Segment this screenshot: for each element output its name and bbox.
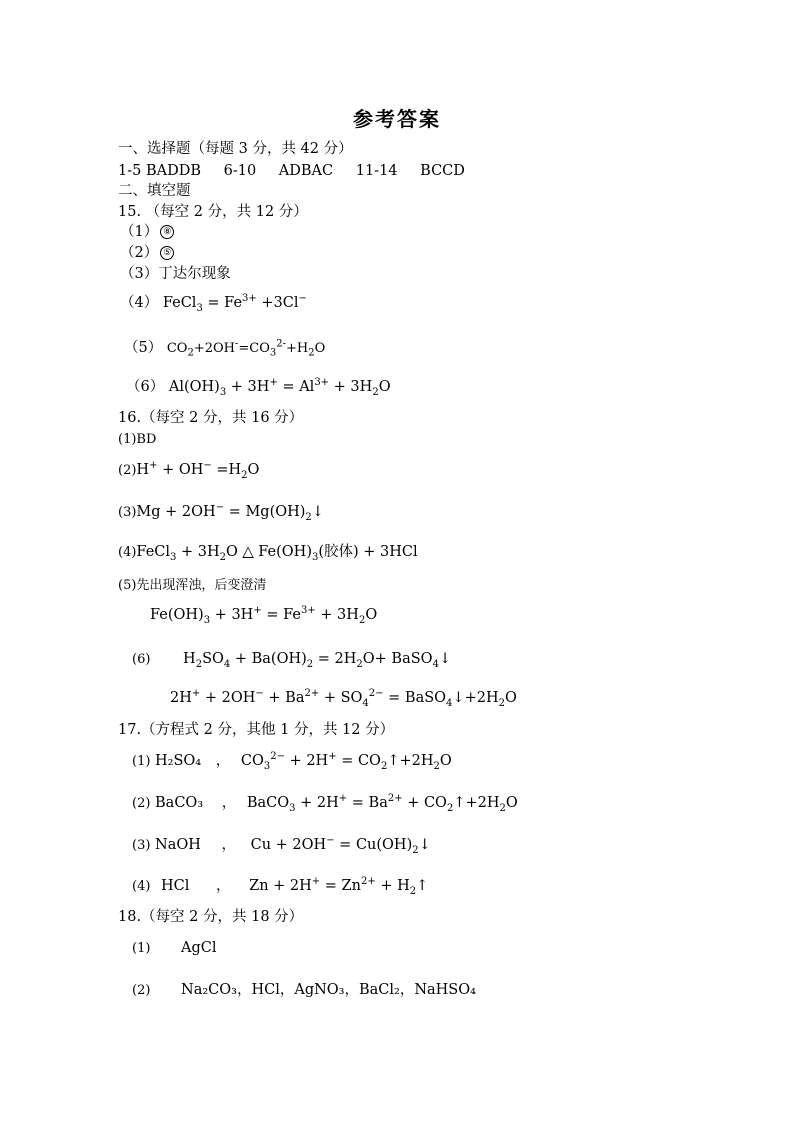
q16-header: 16.（每空 2 分，共 16 分） bbox=[118, 410, 304, 426]
q15-part4: （4） FeCl$_3$ = $Fe^{3+} +3Cl^-$ bbox=[120, 293, 307, 314]
q15-header: 15. （每空 2 分，共 12 分） bbox=[118, 204, 308, 220]
q16-part4-equation: FeCl$_3$ + $3H_2O$ △ $Fe(OH)_3$(胶体) + 3HCl bbox=[136, 544, 418, 563]
section-fill-header: 二、填空题 bbox=[118, 183, 191, 199]
q16-part5: (5)先出现浑浊，后变澄清 bbox=[118, 578, 267, 593]
q15-part5: （5） $CO_2+2OH^-=CO_3^{2-}+H_2O$ bbox=[124, 338, 326, 359]
q15-part2: （2） ⑤ bbox=[120, 244, 174, 262]
answer-11-14: BCCD bbox=[420, 163, 465, 179]
answer-11-14-label: 11-14 bbox=[355, 163, 398, 179]
section-choice-header: 一、选择题（每题 3 分，共 42 分） bbox=[118, 141, 353, 157]
q16-part4: (4)FeCl$_3$ + $3H_2O$ △ $Fe(OH)_3$(胶体) + 3HCl bbox=[118, 544, 418, 563]
q15-part2-answer: ⑤ bbox=[160, 246, 174, 260]
q16-part6-equation-1: $H_2SO_4 + Ba(OH)_2 = 2H_2O+$ BaSO$_4$↓ bbox=[183, 651, 452, 670]
q16-part2-equation: $H^+ + OH^- =H_2O$ bbox=[136, 460, 260, 481]
q15-part6: （6） $Al(OH)_3 + 3H^+ = Al^{3+} + 3H_2O$ bbox=[126, 377, 391, 398]
q17-part4: (4) HCl ， $Zn + 2H^+ = Zn^{2+}$ + $H_2↑$ bbox=[132, 876, 429, 897]
q17-part2: (2) BaCO₃ ， BaCO$_3$ + $2H^+ = Ba^{2+}$ + $CO_2↑+2H_2O$ bbox=[132, 793, 518, 814]
q16-part5-equation: $Fe(OH)_3 + 3H^+ = Fe^{3+} + 3H_2O$ bbox=[150, 605, 378, 626]
q17-part4-answer: HCl bbox=[161, 878, 190, 894]
q15-part5-equation: $CO_2+2OH^-=CO_3^{2-}+H_2O$ bbox=[166, 338, 326, 359]
answer-1-5: 1-5 BADDB bbox=[118, 163, 201, 179]
q18-header: 18.（每空 2 分，共 18 分） bbox=[118, 909, 304, 925]
q15-part6-equation: $Al(OH)_3 + 3H^+ = Al^{3+} + 3H_2O$ bbox=[168, 377, 391, 398]
q16-part2: $(2)H^+ + OH^- =H_2O$ bbox=[118, 460, 260, 481]
q15-part4-equation: FeCl$_3$ = $Fe^{3+} +3Cl^-$ bbox=[162, 293, 307, 314]
q16-part3: $(3)Mg + 2OH^- = Mg(OH)_2↓$ bbox=[118, 502, 324, 523]
q17-part1: (1) H₂SO₄ ， $CO_3^{2-} + 2H^+$ = $CO_2↑+2H_2O$ bbox=[132, 751, 452, 772]
q17-part4-equation: $Zn + 2H^+ = Zn^{2+}$ + $H_2↑$ bbox=[249, 876, 429, 897]
q15-part1: （1） ⑧ bbox=[120, 223, 174, 241]
answer-6-10-label: 6-10 bbox=[223, 163, 257, 179]
q16-part1: (1)BD bbox=[118, 432, 157, 447]
choice-answers bbox=[118, 162, 465, 180]
q17-part3-equation: $Cu + 2OH^- = Cu(OH)_2↓$ bbox=[250, 835, 431, 856]
q17-part1-answer: H₂SO₄ bbox=[155, 753, 202, 769]
q16-part6: (6) $H_2SO_4 + Ba(OH)_2 = 2H_2O+$ BaSO$_4$↓ bbox=[132, 651, 452, 670]
q17-part3-answer: NaOH bbox=[155, 837, 201, 853]
q17-header: 17.（方程式 2 分，其他 1 分，共 12 分） bbox=[118, 722, 395, 738]
q18-part2-answer: Na₂CO₃，HCl，AgNO₃，BaCl₂，NaHSO₄ bbox=[181, 982, 476, 998]
q17-part3: (3) NaOH ， $Cu + 2OH^- = Cu(OH)_2↓$ bbox=[132, 835, 431, 856]
q17-part2-answer: BaCO₃ bbox=[155, 795, 204, 811]
q16-part3-equation: $Mg + 2OH^- = Mg(OH)_2↓$ bbox=[136, 502, 324, 523]
q18-part1-answer: AgCl bbox=[181, 940, 217, 956]
q17-part2-equation: BaCO$_3$ + $2H^+ = Ba^{2+}$ + $CO_2↑+2H_2O$ bbox=[246, 793, 518, 814]
q15-part3: （3）丁达尔现象 bbox=[120, 266, 231, 282]
q16-part6-equation-2: $2H^+ + 2OH^- + Ba^{2+} + SO_4^{2-}$ = $BaSO_4↓+2H_2O$ bbox=[170, 688, 517, 709]
q15-part1-answer: ⑧ bbox=[160, 225, 174, 239]
q17-part1-equation: $CO_3^{2-} + 2H^+$ = $CO_2↑+2H_2O$ bbox=[240, 751, 452, 772]
answer-6-10: ADBAC bbox=[278, 163, 334, 179]
q18-part2: (2) Na₂CO₃，HCl，AgNO₃，BaCl₂，NaHSO₄ bbox=[132, 982, 476, 998]
page-title: 参考答案 bbox=[353, 107, 441, 131]
q18-part1: (1) AgCl bbox=[132, 940, 217, 956]
